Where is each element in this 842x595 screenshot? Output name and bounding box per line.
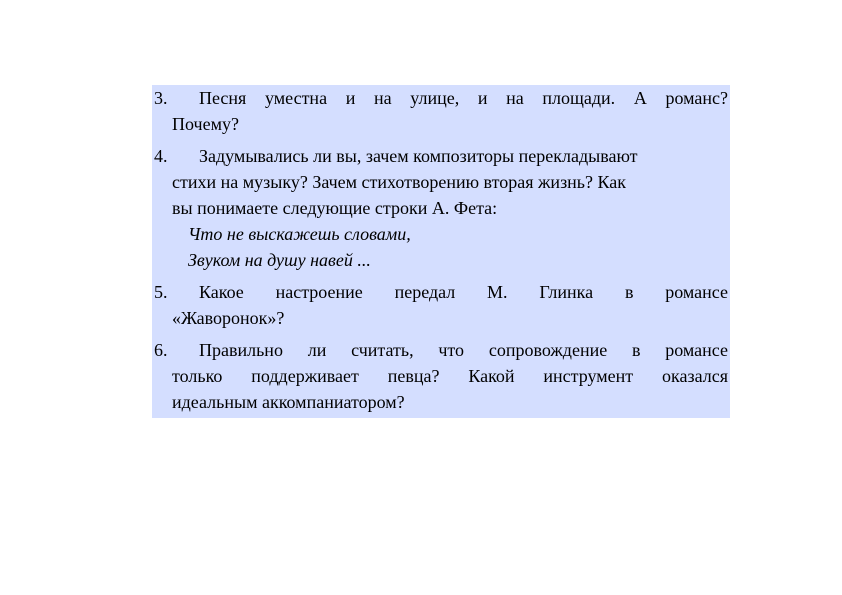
question-text-line: Почему? — [172, 114, 239, 134]
question-text-line: стихи на музыку? Зачем стихотворению вторая жизнь? Как — [172, 172, 627, 192]
questions-panel — [152, 85, 730, 418]
question-3 — [154, 85, 728, 137]
question-text-line: идеальным аккомпаниатором? — [172, 392, 405, 412]
question-number: 6. — [154, 340, 168, 360]
question-number: 3. — [154, 88, 168, 108]
question-number: 4. — [154, 146, 168, 166]
question-text-line: вы понимаете следующие строки А. Фета: — [172, 198, 498, 218]
question-6 — [154, 337, 728, 415]
question-5 — [154, 279, 728, 331]
question-text-line: только поддерживает певца? Какой инструмент оказался — [172, 366, 728, 386]
question-text-line: «Жаворонок»? — [172, 308, 285, 328]
question-text-line: Песня уместна и на улице, и на площади. А романс? — [199, 88, 728, 108]
poem-quote-line: Звуком на душу навей ... — [188, 250, 371, 270]
question-4 — [154, 143, 728, 273]
question-text-line: Правильно ли считать, что сопровождение в романсе — [199, 340, 728, 360]
question-number: 5. — [154, 282, 168, 302]
poem-quote-line: Что не выскажешь словами, — [188, 224, 411, 244]
question-text-line: Задумывались ли вы, зачем композиторы перекладывают — [199, 146, 638, 166]
question-text-line: Какое настроение передал М. Глинка в романсе — [199, 282, 728, 302]
